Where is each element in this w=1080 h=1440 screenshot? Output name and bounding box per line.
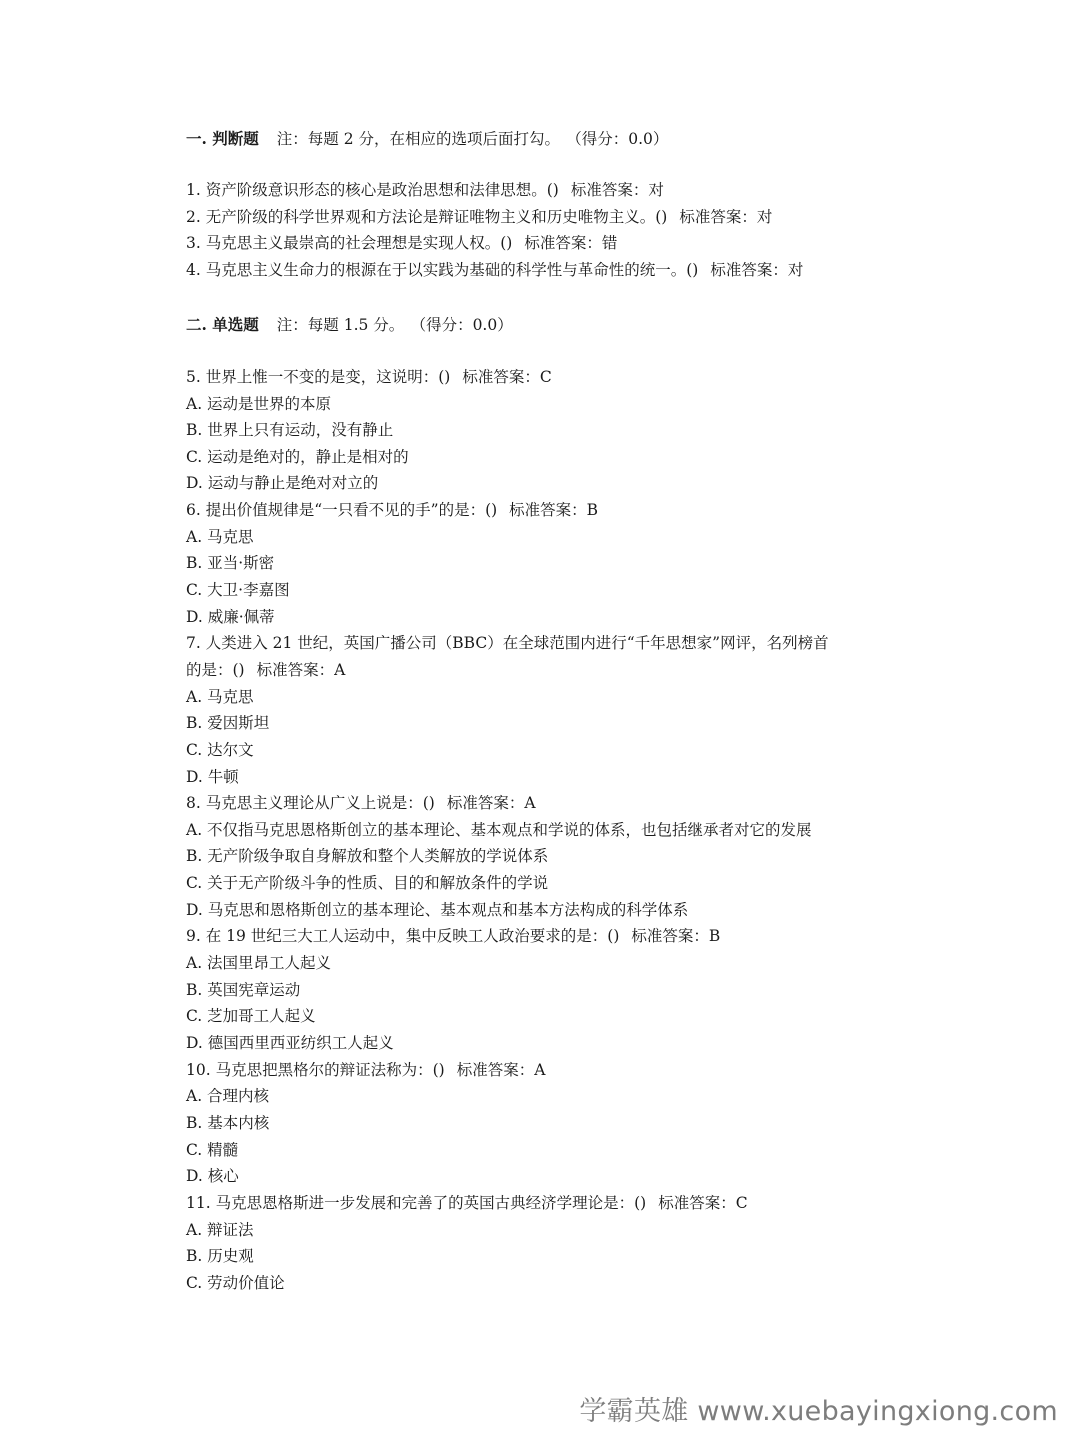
option-a: A. 法国里昂工人起义 [186,954,332,972]
question-7: 7. 人类进入 21 世纪，英国广播公司（BBC）在全球范围内进行“千年思想家”网评，名列榜首 [186,634,829,652]
standard-answer: 标准答案：C [658,1194,748,1212]
question-text: 的是：() [186,661,245,679]
question-text: 11. 马克思恩格斯进一步发展和完善了的英国古典经济学理论是：() [186,1194,647,1212]
question-text: 1. 资产阶级意识形态的核心是政治思想和法律思想。() [186,181,559,199]
question-1 [186,180,664,200]
question-text: 5. 世界上惟一不变的是变，这说明：() [186,368,451,386]
question-2 [186,207,772,227]
option-d: D. 马克思和恩格斯创立的基本理论、基本观点和基本方法构成的科学体系 [186,901,689,919]
standard-answer: 标准答案：A [446,794,536,812]
question-text: 4. 马克思主义生命力的根源在于以实践为基础的科学性与革命性的统一。() [186,261,699,279]
section-score: （得分：0.0） [574,130,669,148]
option-c: C. 劳动价值论 [186,1274,285,1292]
question-8 [186,793,536,813]
option-c: C. 达尔文 [186,741,254,759]
standard-answer: 标准答案：对 [570,181,664,199]
option-b: B. 世界上只有运动，没有静止 [186,421,394,439]
option-a: A. 马克思 [186,528,254,546]
question-6 [186,500,598,520]
question-text: 8. 马克思主义理论从广义上说是：() [186,794,435,812]
option-c: C. 运动是绝对的，静止是相对的 [186,448,409,466]
option-c: C. 关于无产阶级斗争的性质、目的和解放条件的学说 [186,874,549,892]
question-text: 10. 马克思把黑格尔的辩证法称为：() [186,1061,445,1079]
option-a: A. 辩证法 [186,1221,254,1239]
section-title: 二. 单选题 [186,315,259,334]
option-d: D. 德国西里西亚纺织工人起义 [186,1034,394,1052]
section-header-single-choice [186,313,513,335]
standard-answer: 标准答案：B [631,927,721,945]
standard-answer: 标准答案：A [256,661,346,679]
section-header-judgement [186,127,668,149]
standard-answer: 标准答案：B [509,501,599,519]
question-text: 9. 在 19 世纪三大工人运动中，集中反映工人政治要求的是：() [186,927,620,945]
option-b: B. 英国宪章运动 [186,981,301,999]
section-note: 注：每题 1.5 分。 [276,316,405,334]
question-text: 6. 提出价值规律是“一只看不见的手”的是：() [186,501,498,519]
option-a: A. 不仅指马克思恩格斯创立的基本理论、基本观点和学说的体系，也包括继承者对它的发展 [186,821,812,839]
section-score: （得分：0.0） [418,316,513,334]
standard-answer: 标准答案：错 [524,234,618,252]
question-4 [186,260,803,280]
standard-answer: 标准答案：对 [710,261,804,279]
option-a: A. 马克思 [186,688,254,706]
option-b: B. 无产阶级争取自身解放和整个人类解放的学说体系 [186,847,549,865]
question-7-continued [186,660,345,680]
option-c: C. 精髓 [186,1141,239,1159]
standard-answer: 标准答案：A [456,1061,546,1079]
standard-answer: 标准答案：对 [679,208,773,226]
option-c: C. 大卫·李嘉图 [186,581,290,599]
section-title: 一. 判断题 [186,129,259,148]
option-b: B. 历史观 [186,1247,254,1265]
option-b: B. 亚当·斯密 [186,554,275,572]
question-11 [186,1193,748,1213]
option-d: D. 牛顿 [186,768,239,786]
option-d: D. 运动与静止是绝对对立的 [186,474,379,492]
option-d: D. 威廉·佩蒂 [186,608,275,626]
question-3 [186,233,617,253]
standard-answer: 标准答案：C [462,368,552,386]
option-a: A. 运动是世界的本原 [186,395,332,413]
question-5 [186,367,552,387]
option-a: A. 合理内核 [186,1087,270,1105]
site-watermark: 学霸英雄 www.xuebayingxiong.com [579,1396,1058,1427]
option-d: D. 核心 [186,1167,239,1185]
option-b: B. 基本内核 [186,1114,270,1132]
section-note: 注：每题 2 分，在相应的选项后面打勾。 [276,130,561,148]
option-c: C. 芝加哥工人起义 [186,1007,316,1025]
question-10 [186,1060,545,1080]
option-b: B. 爱因斯坦 [186,714,270,732]
question-text: 2. 无产阶级的科学世界观和方法论是辩证唯物主义和历史唯物主义。() [186,208,668,226]
question-9 [186,926,720,946]
question-text: 3. 马克思主义最崇高的社会理想是实现人权。() [186,234,513,252]
